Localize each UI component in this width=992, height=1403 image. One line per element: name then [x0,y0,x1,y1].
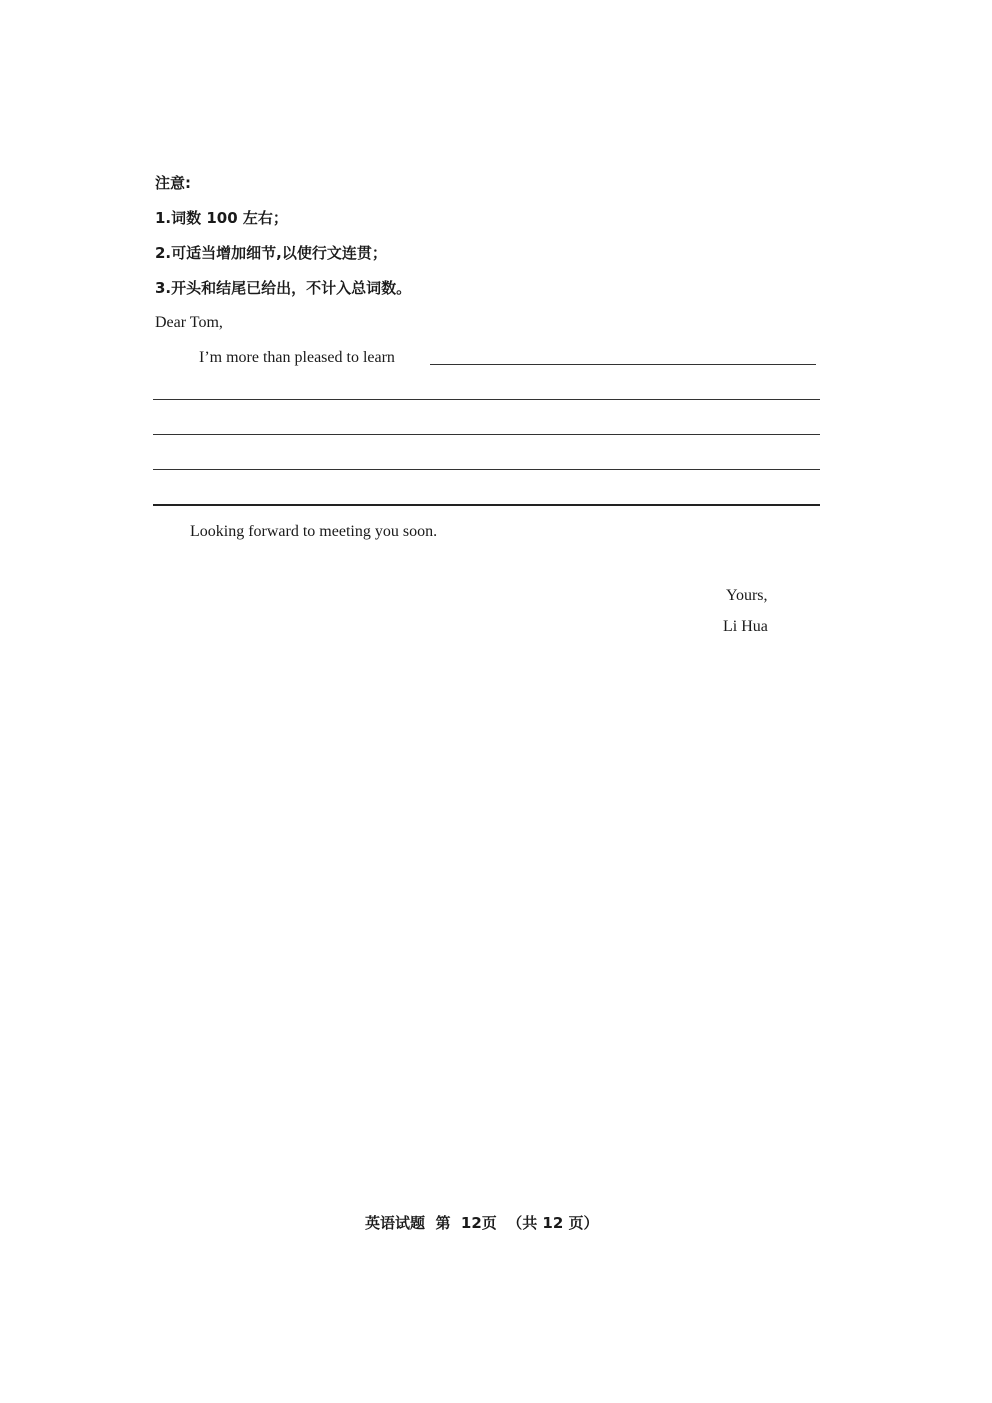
letter-salutation: Dear Tom, [155,314,223,331]
page-footer: 英语试题 第 12页 （共 12 页） [365,1214,599,1232]
letter-opening: I’m more than pleased to learn [199,349,395,366]
writing-line-2[interactable] [153,399,820,400]
notes-heading: 注意: [155,174,191,192]
note-item-3: 3.开头和结尾已给出，不计入总词数。 [155,279,412,297]
writing-line-3[interactable] [153,434,820,435]
note-item-1: 1.词数 100 左右； [155,209,288,227]
letter-signoff: Yours, [726,587,768,604]
letter-closing-line: Looking forward to meeting you soon. [190,523,438,540]
letter-signature: Li Hua [723,618,768,635]
writing-line-1[interactable] [430,364,816,365]
writing-line-4[interactable] [153,469,820,470]
writing-line-5[interactable] [153,504,820,506]
note-item-2: 2.可适当增加细节,以使行文连贯； [155,244,387,262]
